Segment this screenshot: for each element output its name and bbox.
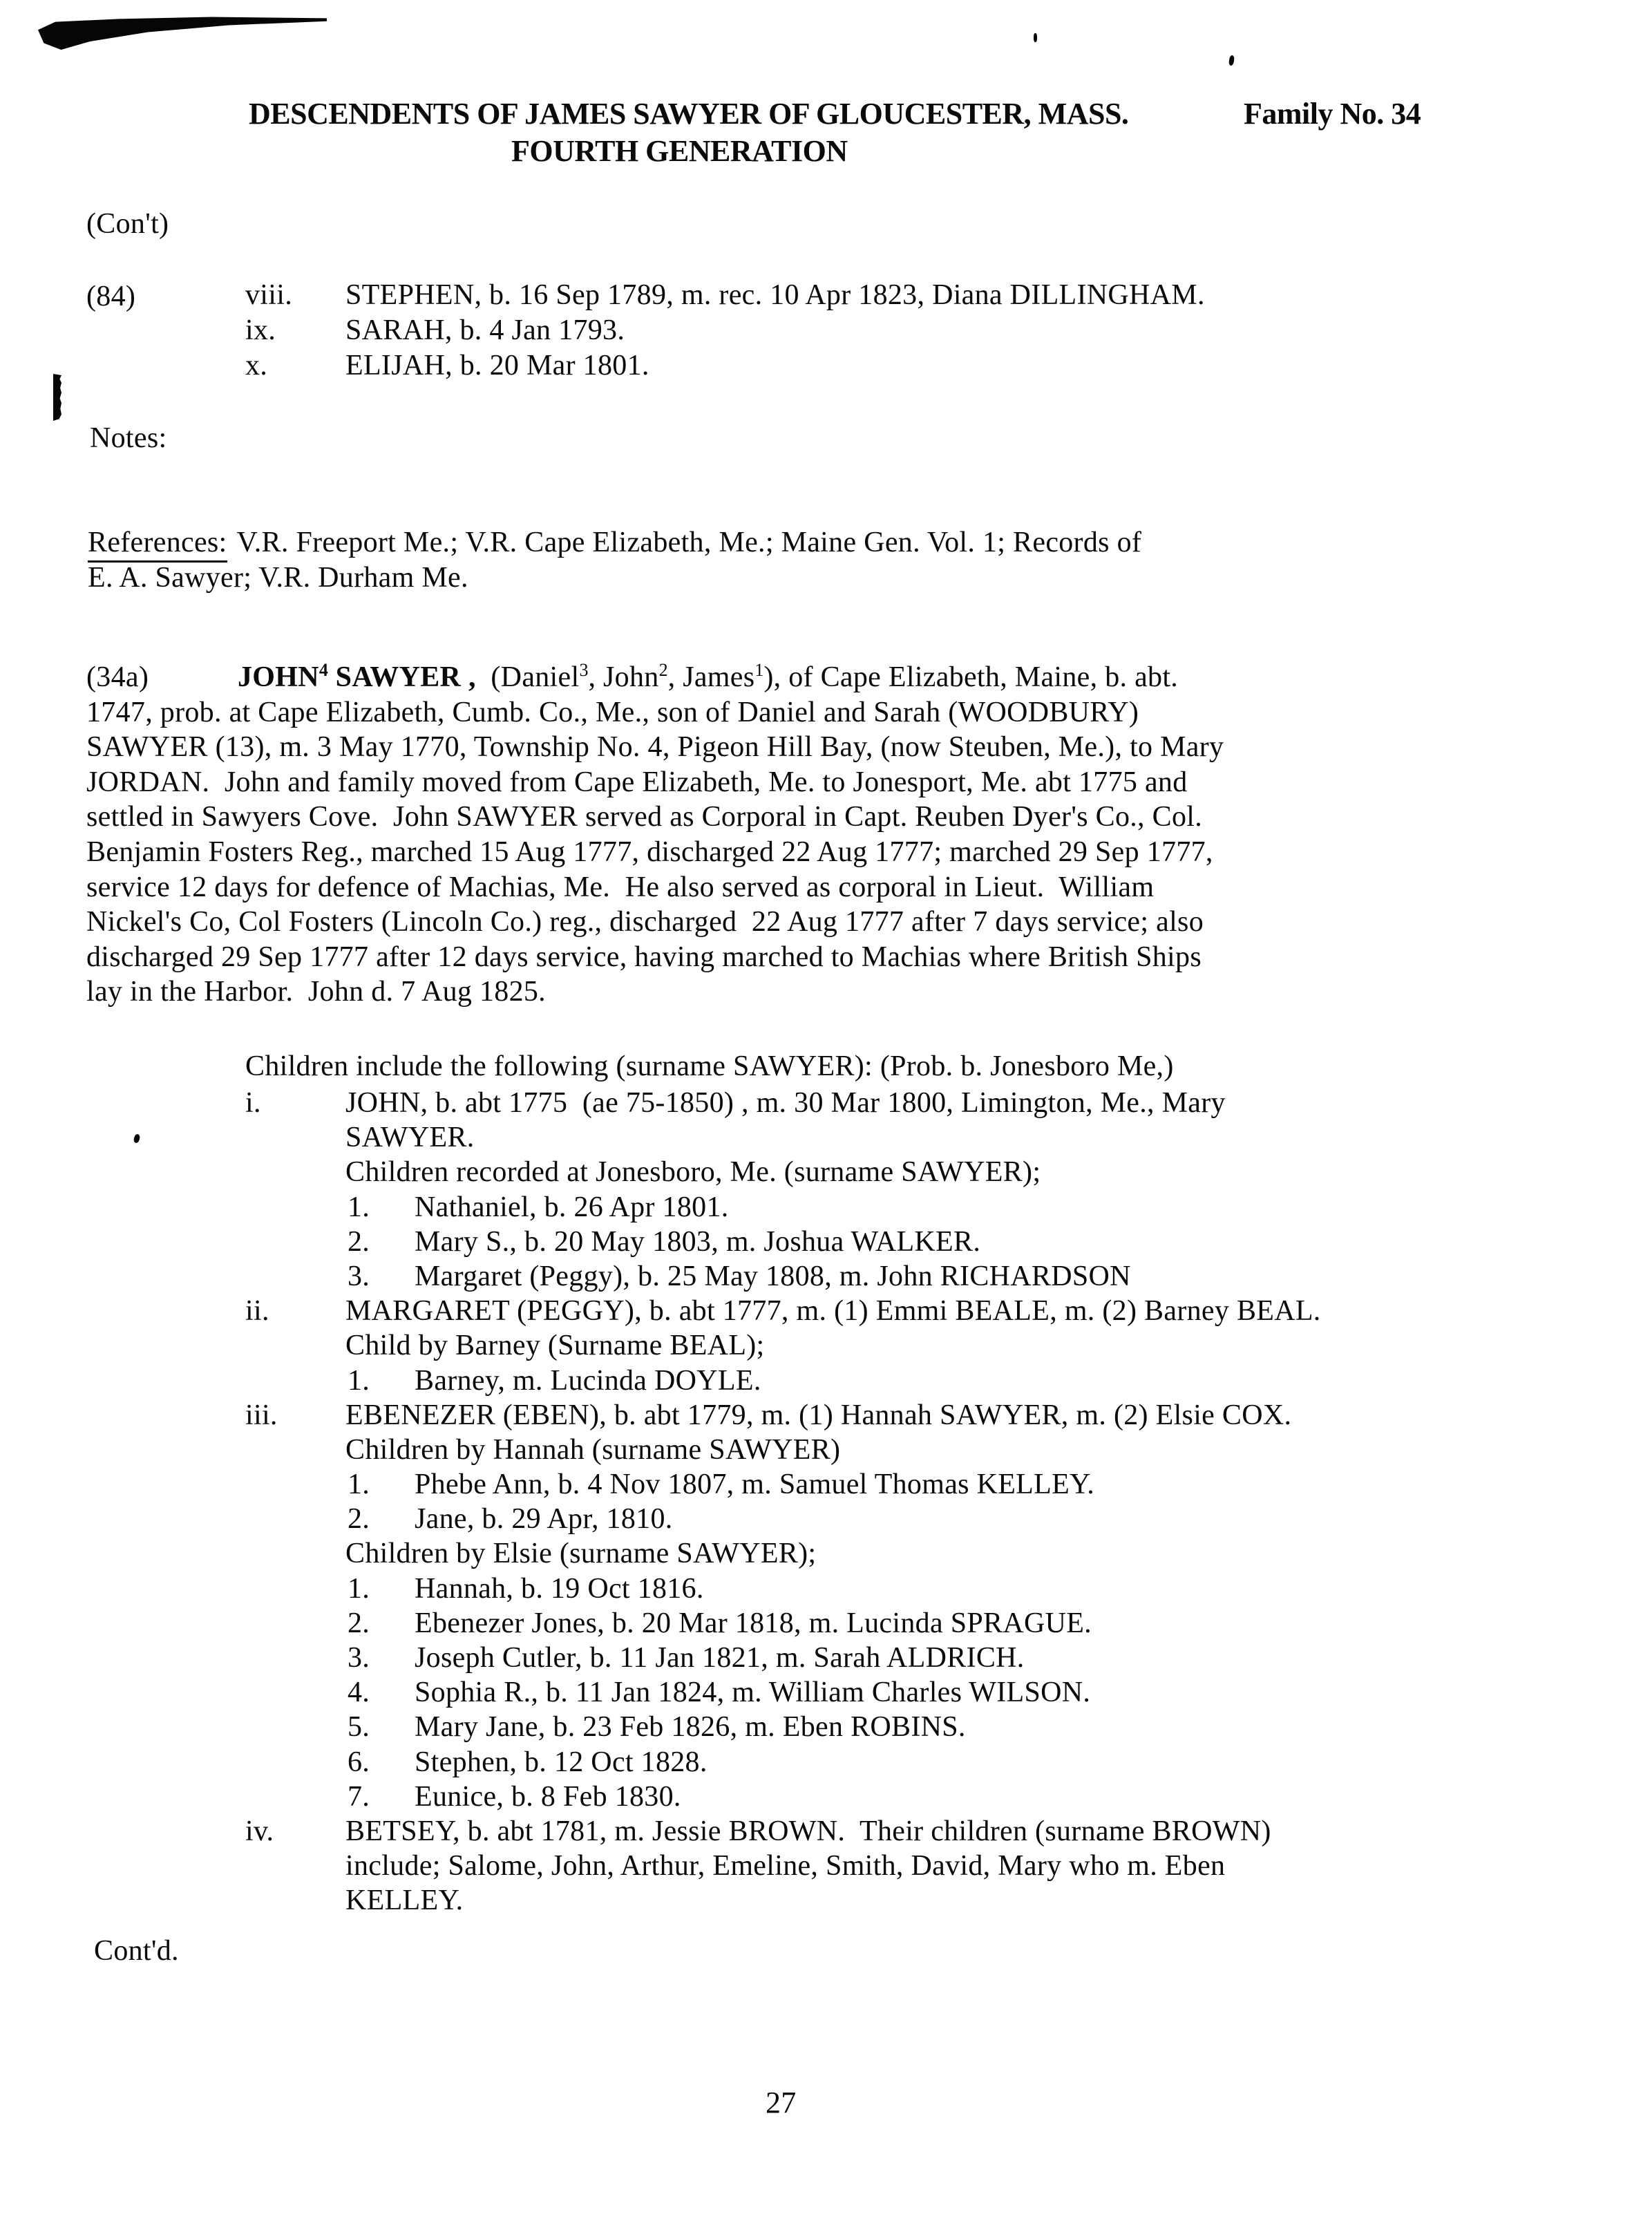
heading-text-segment: ), of Cape Elizabeth, Maine, b. abt. bbox=[763, 661, 1179, 693]
notes-label: Notes: bbox=[90, 422, 167, 454]
paragraph-line: service 12 days for defence of Machias, Me. He also served as corporal in Lieut. William bbox=[86, 871, 1155, 903]
grandchild-number: 2. bbox=[348, 1607, 370, 1639]
child-continuation-row bbox=[0, 1884, 1652, 1918]
child-continuation-row bbox=[0, 1433, 1652, 1468]
heading-text-segment: SAWYER , bbox=[327, 661, 476, 693]
sibling-numeral: ix. bbox=[245, 314, 276, 346]
references-line-2: E. A. Sawyer; V.R. Durham Me. bbox=[88, 562, 468, 594]
grandchild-row bbox=[0, 1572, 1652, 1607]
grandchild-number: 2. bbox=[348, 1225, 370, 1258]
sibling-row bbox=[0, 279, 1652, 314]
child-text: include; Salome, John, Arthur, Emeline, Smith, David, Mary who m. Eben bbox=[345, 1850, 1226, 1882]
sibling-numeral: x. bbox=[245, 350, 268, 381]
grandchild-text: Ebenezer Jones, b. 20 Mar 1818, m. Lucinda SPRAGUE. bbox=[415, 1607, 1092, 1639]
grandchild-text: Mary Jane, b. 23 Feb 1826, m. Eben ROBINS. bbox=[415, 1711, 966, 1744]
child-numeral: ii. bbox=[245, 1295, 269, 1328]
grandchild-text: Barney, m. Lucinda DOYLE. bbox=[415, 1364, 761, 1397]
grandchild-row bbox=[0, 1641, 1652, 1676]
paragraph-line: discharged 29 Sep 1777 after 12 days service, having marched to Machias where British Ships bbox=[86, 941, 1202, 973]
child-continuation-row bbox=[0, 1849, 1652, 1884]
sibling-text: STEPHEN, b. 16 Sep 1789, m. rec. 10 Apr 1823, Diana DILLINGHAM. bbox=[345, 279, 1205, 311]
scan-speck-artifact bbox=[1228, 55, 1235, 66]
paragraph-line: JORDAN. John and family moved from Cape Elizabeth, Me. to Jonesport, Me. abt 1775 and bbox=[86, 766, 1188, 798]
grandchild-text: Phebe Ann, b. 4 Nov 1807, m. Samuel Thomas KELLEY. bbox=[415, 1469, 1095, 1501]
grandchild-row bbox=[0, 1780, 1652, 1815]
grandchild-row bbox=[0, 1225, 1652, 1260]
grandchild-number: 7. bbox=[348, 1780, 370, 1813]
child-text: SAWYER. bbox=[345, 1122, 475, 1154]
grandchild-text: Joseph Cutler, b. 11 Jan 1821, m. Sarah ALDRICH. bbox=[415, 1642, 1025, 1674]
generation-superscript: 4 bbox=[319, 660, 328, 680]
grandchild-text: Nathaniel, b. 26 Apr 1801. bbox=[415, 1191, 729, 1223]
grandchild-number: 4. bbox=[348, 1677, 370, 1709]
family-number-label: Family No. 34 bbox=[1244, 97, 1421, 131]
heading-text-segment: , James bbox=[667, 661, 755, 693]
child-text: BETSEY, b. abt 1781, m. Jessie BROWN. Their children (surname BROWN) bbox=[345, 1815, 1271, 1847]
grandchild-text: Mary S., b. 20 May 1803, m. Joshua WALKER. bbox=[415, 1225, 981, 1258]
grandchild-row bbox=[0, 1468, 1652, 1502]
grandchild-text: Jane, b. 29 Apr, 1810. bbox=[415, 1503, 673, 1536]
paragraph-line: settled in Sawyers Cove. John SAWYER served as Corporal in Capt. Reuben Dyer's Co., Col. bbox=[86, 801, 1203, 833]
child-continuation-row bbox=[0, 1155, 1652, 1190]
grandchild-row bbox=[0, 1607, 1652, 1641]
child-text: Child by Barney (Surname BEAL); bbox=[345, 1330, 765, 1362]
grandchild-text: Hannah, b. 19 Oct 1816. bbox=[415, 1572, 704, 1605]
page-title: DESCENDENTS OF JAMES SAWYER OF GLOUCESTER, MASS. bbox=[249, 97, 1129, 131]
paragraph-line: Benjamin Fosters Reg., marched 15 Aug 1777, discharged 22 Aug 1777; marched 29 Sep 1777, bbox=[86, 836, 1213, 868]
grandchild-text: Margaret (Peggy), b. 25 May 1808, m. John RICHARDSON bbox=[415, 1260, 1131, 1292]
child-entry-row bbox=[0, 1399, 1652, 1433]
continued-from-label: (Con't) bbox=[86, 208, 169, 240]
grandchild-row bbox=[0, 1191, 1652, 1225]
child-entry-row bbox=[0, 1815, 1652, 1849]
child-text: MARGARET (PEGGY), b. abt 1777, m. (1) Emmi BEALE, m. (2) Barney BEAL. bbox=[345, 1295, 1321, 1328]
heading-text-segment: , John bbox=[588, 661, 659, 693]
sibling-text: SARAH, b. 4 Jan 1793. bbox=[345, 314, 625, 346]
page-number: 27 bbox=[766, 2086, 797, 2120]
grandchild-number: 6. bbox=[348, 1746, 370, 1778]
sibling-numeral: viii. bbox=[245, 279, 293, 311]
child-text: KELLEY. bbox=[345, 1885, 464, 1917]
sibling-text: ELIJAH, b. 20 Mar 1801. bbox=[345, 350, 649, 381]
grandchild-number: 3. bbox=[348, 1260, 370, 1292]
child-text: Children by Hannah (surname SAWYER) bbox=[345, 1433, 841, 1466]
paragraph-line: SAWYER (13), m. 3 May 1770, Township No. 4, Pigeon Hill Bay, (now Steuben, Me.), to Mary bbox=[86, 731, 1224, 764]
generation-superscript: 3 bbox=[579, 660, 589, 680]
references-label: References: bbox=[88, 527, 227, 563]
grandchild-text: Eunice, b. 8 Feb 1830. bbox=[415, 1780, 681, 1813]
child-text: JOHN, b. abt 1775 (ae 75-1850) , m. 30 Mar 1800, Limington, Me., Mary bbox=[345, 1087, 1226, 1119]
references-line-1 bbox=[88, 526, 1141, 559]
sibling-row bbox=[0, 314, 1652, 349]
scan-speck-artifact bbox=[1034, 33, 1037, 42]
grandchild-text: Stephen, b. 12 Oct 1828. bbox=[415, 1746, 708, 1778]
child-text: Children by Elsie (surname SAWYER); bbox=[345, 1538, 817, 1570]
child-text: Children recorded at Jonesboro, Me. (surname SAWYER); bbox=[345, 1156, 1041, 1189]
grandchild-number: 5. bbox=[348, 1711, 370, 1744]
family-34a-id: (34a) bbox=[86, 661, 149, 693]
family-84-children-list bbox=[0, 279, 1652, 384]
grandchild-row bbox=[0, 1364, 1652, 1399]
child-continuation-row bbox=[0, 1121, 1652, 1155]
family-34a-heading-line bbox=[86, 661, 1503, 696]
child-continuation-row bbox=[0, 1537, 1652, 1571]
child-numeral: iv. bbox=[245, 1815, 274, 1847]
scan-ink-smear-artifact bbox=[38, 17, 327, 50]
paragraph-line: 1747, prob. at Cape Elizabeth, Cumb. Co., Me., son of Daniel and Sarah (WOODBURY) bbox=[86, 696, 1139, 728]
grandchild-row bbox=[0, 1260, 1652, 1294]
generation-superscript: 1 bbox=[754, 660, 764, 680]
grandchild-number: 1. bbox=[348, 1191, 370, 1223]
child-text: EBENEZER (EBEN), b. abt 1779, m. (1) Hannah SAWYER, m. (2) Elsie COX. bbox=[345, 1399, 1292, 1431]
grandchild-number: 2. bbox=[348, 1503, 370, 1536]
child-entry-row bbox=[0, 1294, 1652, 1329]
child-numeral: iii. bbox=[245, 1399, 278, 1431]
references-text: V.R. Freeport Me.; V.R. Cape Elizabeth, Me.; Maine Gen. Vol. 1; Records of bbox=[236, 527, 1142, 558]
generation-superscript: 2 bbox=[658, 660, 668, 680]
grandchild-number: 1. bbox=[348, 1572, 370, 1605]
children-intro: Children include the following (surname SAWYER): (Prob. b. Jonesboro Me,) bbox=[245, 1050, 1174, 1082]
grandchild-number: 1. bbox=[348, 1364, 370, 1397]
grandchild-row bbox=[0, 1502, 1652, 1537]
family-34a-paragraph bbox=[86, 661, 1503, 1010]
family-34a-children-list bbox=[0, 1086, 1652, 1919]
grandchild-text: Sophia R., b. 11 Jan 1824, m. William Charles WILSON. bbox=[415, 1677, 1091, 1709]
grandchild-number: 3. bbox=[348, 1642, 370, 1674]
grandchild-number: 1. bbox=[348, 1469, 370, 1501]
sibling-row bbox=[0, 349, 1652, 384]
child-continuation-row bbox=[0, 1329, 1652, 1363]
family-84-id: (84) bbox=[86, 281, 136, 312]
grandchild-row bbox=[0, 1676, 1652, 1710]
continued-label: Cont'd. bbox=[94, 1935, 179, 1967]
heading-text-segment: (Daniel bbox=[475, 661, 580, 693]
child-entry-row bbox=[0, 1086, 1652, 1121]
heading-text-segment: JOHN bbox=[238, 661, 319, 693]
page-subtitle: FOURTH GENERATION bbox=[511, 134, 848, 168]
paragraph-line: Nickel's Co, Col Fosters (Lincoln Co.) reg., discharged 22 Aug 1777 after 7 days service; also bbox=[86, 906, 1204, 938]
child-numeral: i. bbox=[245, 1087, 261, 1119]
grandchild-row bbox=[0, 1746, 1652, 1780]
paragraph-line: lay in the Harbor. John d. 7 Aug 1825. bbox=[86, 976, 546, 1008]
grandchild-row bbox=[0, 1710, 1652, 1745]
